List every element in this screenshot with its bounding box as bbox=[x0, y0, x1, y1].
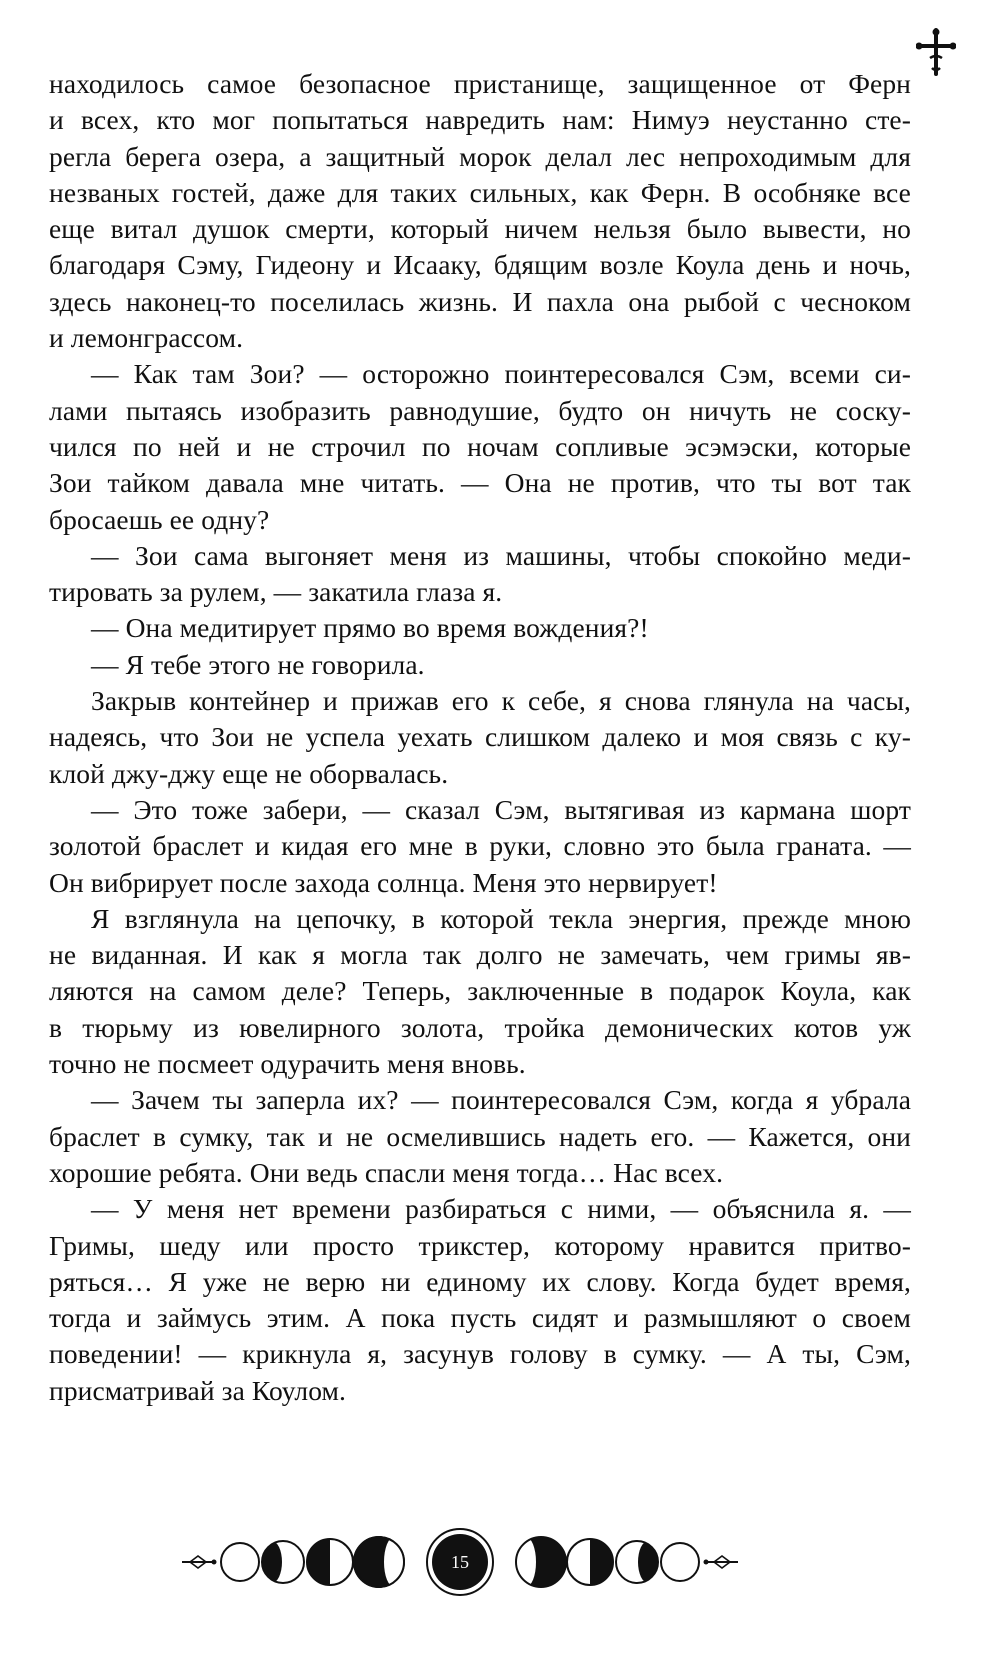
text-line: здесь наконец-то поселилась жизнь. И пахла она рыбой с чесноком bbox=[49, 285, 911, 317]
text-line: ляются на самом деле? Теперь, заключенные в подарок Коула, как bbox=[49, 975, 911, 1007]
text-line: надеясь, что Зои не успела уехать слишком далеко и моя связь с ку- bbox=[49, 721, 911, 753]
text-line: незваных гостей, даже для таких сильных, как Ферн. В особняке все bbox=[49, 176, 911, 208]
page-number: 15 bbox=[451, 1552, 469, 1572]
text-line: Закрыв контейнер и прижав его к себе, я снова глянула на часы, bbox=[91, 685, 911, 717]
text-line: — Это тоже забери, — сказал Сэм, вытягивая из кармана шорт bbox=[91, 793, 911, 825]
text-line: регла берега озера, а защитный морок делал лес непроходимым для bbox=[49, 140, 911, 172]
text-line: чился по ней и не строчил по ночам сопливые эсэмэски, которые bbox=[49, 430, 911, 462]
text-line: золотой браслет и кидая его мне в руки, словно это была граната. — bbox=[49, 830, 911, 862]
text-line: в тюрьму из ювелирного золота, тройка демонических котов уж bbox=[49, 1011, 911, 1043]
text-line: Зои тайком давала мне читать. — Она не против, что ты вот так bbox=[49, 467, 911, 499]
text-line: — Как там Зои? — осторожно поинтересовался Сэм, всеми си- bbox=[91, 358, 911, 390]
text-line: — Зачем ты заперла их? — поинтересовался Сэм, когда я убрала bbox=[91, 1084, 911, 1116]
text-line: Гримы, шеду или просто трикстер, которому нравится притво- bbox=[49, 1229, 911, 1261]
text-line: — У меня нет времени разбираться с ними, — объяснила я. — bbox=[91, 1193, 911, 1225]
text-line: находилось самое безопасное пристанище, защищенное от Ферн bbox=[49, 68, 911, 99]
text-line: поведении! — крикнула я, засунув голову в сумку. — А ты, Сэм, bbox=[49, 1338, 911, 1370]
text-line: и всех, кто мог попытаться навредить нам: Нимуэ неустанно сте- bbox=[49, 104, 911, 136]
text-line: тировать за рулем, — закатила глаза я. bbox=[49, 576, 503, 608]
text-line: клой джу-джу еще не оборвалась. bbox=[49, 757, 449, 789]
text-line: Я взглянула на цепочку, в которой текла энергия, прежде мною bbox=[91, 902, 911, 934]
text-line: и лемонграссом. bbox=[49, 322, 244, 354]
text-line: бросаешь ее одну? bbox=[49, 503, 270, 535]
text-line: — Я тебе этого не говорила. bbox=[91, 648, 425, 680]
text-line: — Она медитирует прямо во время вождения?! bbox=[91, 612, 649, 644]
text-line: еще витал душок смерти, который ничем нельзя было вывести, но bbox=[49, 213, 911, 245]
body-text bbox=[49, 66, 911, 1409]
text-line: не виданная. И как я могла так долго не замечать, чем гримы яв- bbox=[49, 939, 911, 971]
cross-flourish-icon bbox=[916, 28, 956, 76]
text-line: — Зои сама выгоняет меня из машины, чтобы спокойно меди- bbox=[91, 539, 911, 571]
text-line: Он вибрирует после захода солнца. Меня это нервирует! bbox=[49, 866, 718, 898]
moon-phases-ornament-icon bbox=[180, 1527, 740, 1597]
text-line: благодаря Сэму, Гидеону и Исааку, бдящим возле Коула день и ночь, bbox=[49, 249, 911, 281]
text-line: присматривай за Коулом. bbox=[49, 1374, 347, 1406]
text-line: точно не посмеет одурачить меня вновь. bbox=[49, 1048, 526, 1080]
text-line: лами пытаясь изобразить равнодушие, будто он ничуть не соску- bbox=[49, 394, 911, 426]
text-line: тогда и займусь этим. А пока пусть сидят и размышляют о своем bbox=[49, 1302, 911, 1334]
text-line: хорошие ребята. Они ведь спасли меня тогда… Нас всех. bbox=[49, 1156, 724, 1188]
text-line: браслет в сумку, так и не осмелившись надеть его. — Кажется, они bbox=[49, 1120, 911, 1152]
text-line: ряться… Я уже не верю ни единому их слову. Когда будет время, bbox=[49, 1265, 911, 1297]
